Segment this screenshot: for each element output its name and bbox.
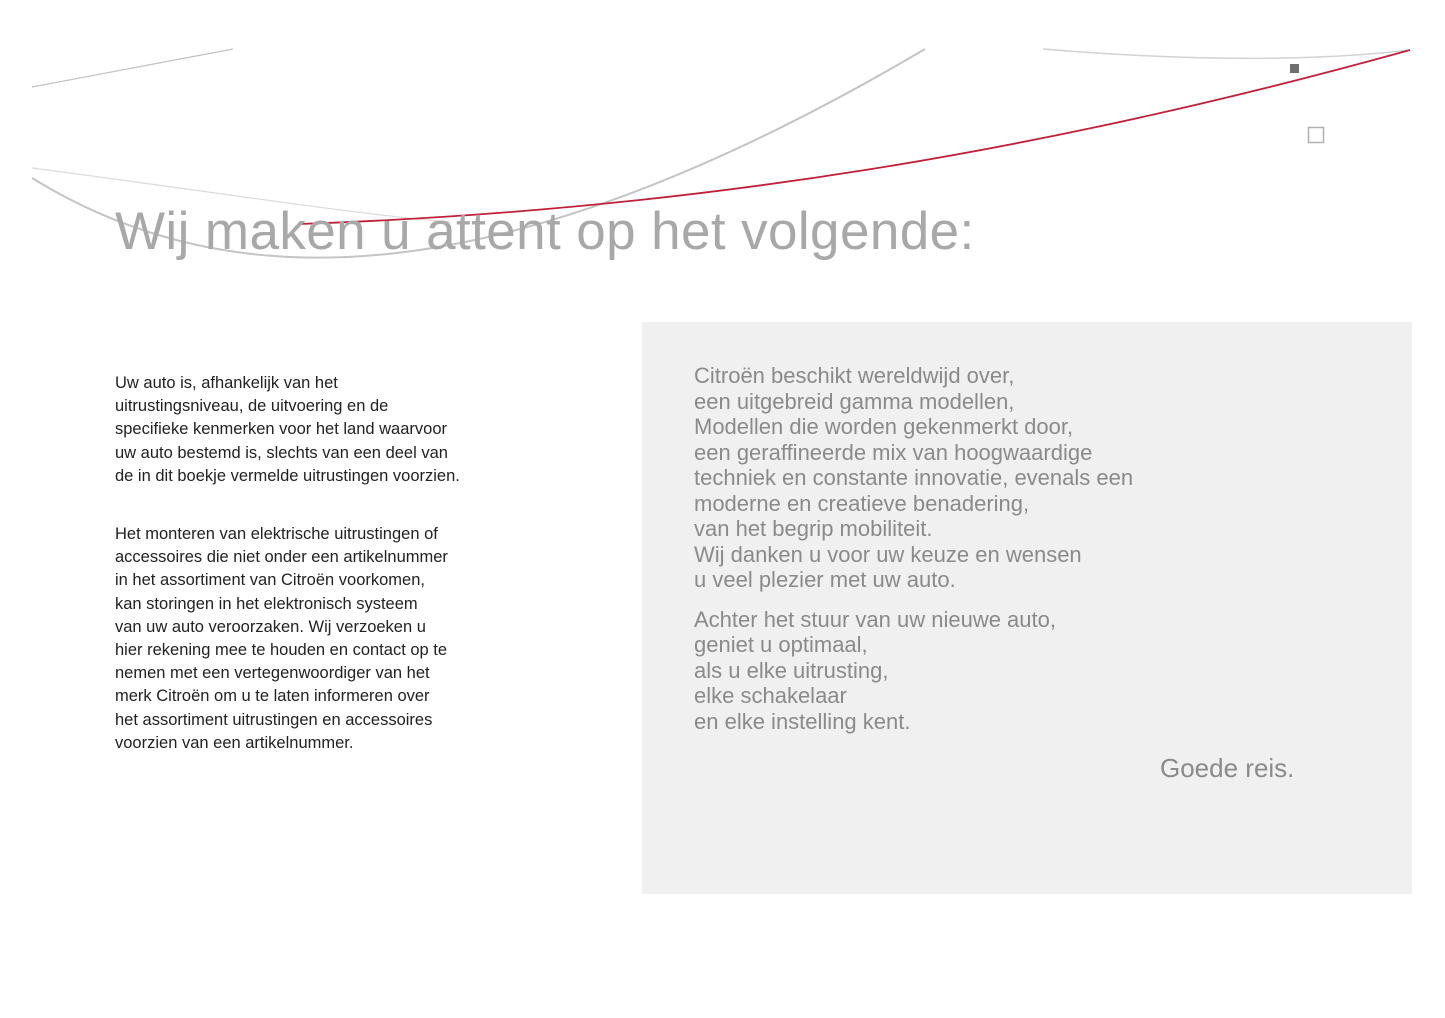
intro-paragraph: Uw auto is, afhankelijk van het uitrustingsniveau, de uitvoering en de specifieke kenmerken voor het land waarvoor uw auto bestemd is, slechts van een deel van de in dit boekje vermelde uitrustingen voorzien.	[115, 374, 460, 485]
outline-square-icon	[1309, 128, 1324, 143]
welcome-text	[694, 363, 1394, 734]
page-heading: Wij maken u attent op het volgende:	[115, 202, 975, 261]
welcome-paragraph-2: Achter het stuur van uw nieuwe auto, geniet u optimaal, als u elke uitrusting, elke schakelaar en elke instelling kent.	[694, 606, 1056, 734]
gray-swoosh-top-left	[32, 49, 233, 87]
welcome-panel	[642, 322, 1412, 894]
gray-swoosh-top-right	[1043, 49, 1410, 58]
welcome-paragraph-1: Citroën beschikt wereldwijd over, een uitgebreid gamma modellen, Modellen die worden gekenmerkt door, een geraffineerde mix van hoogwaardige techniek en constante innovatie, evenals een moderne en creatieve benadering, van het begrip mobiliteit. Wij danken u voor uw keuze en wensen u veel plezier met uw auto.	[694, 363, 1134, 592]
red-accent-line	[300, 50, 1410, 224]
sign-off: Goede reis.	[1160, 753, 1295, 783]
left-column	[115, 372, 515, 755]
filled-square-icon	[1290, 64, 1299, 73]
header-decoration	[0, 0, 1445, 320]
accessories-paragraph: Het monteren van elektrische uitrustingen of accessoires die niet onder een artikelnummer in het assortiment van Citroën voorkomen, kan storingen in het elektronisch systeem van uw auto veroorzaken. Wij verzoeken u hier rekening mee te houden en contact op te nemen met een vertegenwoordiger van het merk Citroën om u te laten informeren over het assortiment uitrustingen en accessoires voorzien van een artikelnummer.	[115, 525, 448, 752]
